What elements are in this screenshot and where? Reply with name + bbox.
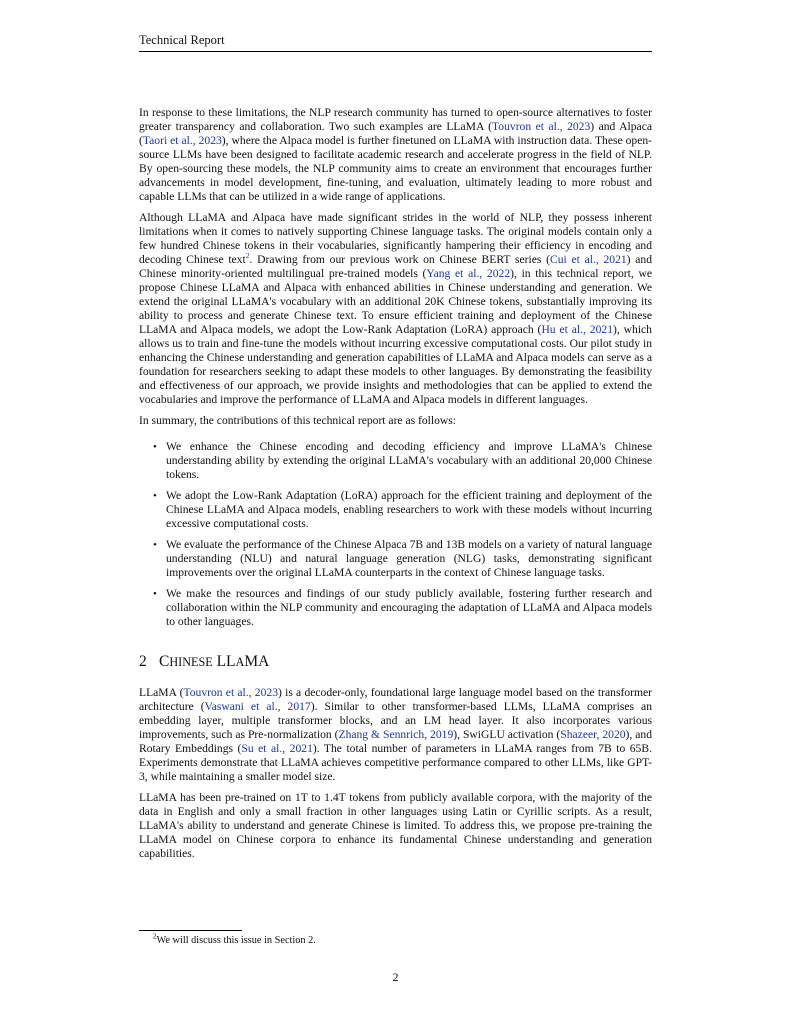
paragraph-pretraining: LLaMA has been pre-trained on 1T to 1.4T tokens from publicly available corpora, with the majority of the data in English and only a small fraction in other languages using Latin or Cyrillic scripts. As a result, LLaMA's ability to understand and generate Chinese is limited. To address this, we propose pre-training the LLaMA model on Chinese corpora to enhance its fundamental Chinese understanding and generation capabilities. [139, 791, 652, 860]
citation-zhang[interactable]: Zhang & Sennrich, 2019 [338, 728, 454, 741]
footnote-mark: 2 [153, 932, 157, 941]
section-heading: 2 CHINESE LLAMA [139, 653, 270, 670]
footnote [153, 934, 316, 947]
list-item: • We evaluate the performance of the Chinese Alpaca 7B and 13B models on a variety of natural language understanding (NLU) and natural language generation (NLG) tasks, demonstrating significant improvements over the original LLaMA counterparts in the context of Chinese language tasks. [166, 538, 652, 580]
paragraph-intro: In response to these limitations, the NLP research community has turned to open-source alternatives to foster greater transparency and collaboration. Two such examples are LLaMA (Touvron et al., 2023) and Alpaca (Taori et al., 2023), where the Alpaca model is further finetuned on LLaMA with instruction data. These open-source LLMs have been designed to facilitate academic research and accelerate progress in the field of NLP. By open-sourcing these models, the NLP community aims to create an environment that encourages further advancements in model development, fine-tuning, and evaluation, ultimately leading to more robust and capable LLMs that can be utilized in a wide range of applications. [139, 106, 652, 203]
citation-yang[interactable]: Yang et al., 2022 [426, 267, 511, 280]
paragraph-summary: In summary, the contributions of this technical report are as follows: [139, 414, 457, 427]
citation-hu[interactable]: Hu et al., 2021 [541, 323, 613, 336]
main-content [139, 106, 652, 868]
citation-touvron[interactable]: Touvron et al., 2023 [492, 120, 591, 133]
citation-vaswani[interactable]: Vaswani et al., 2017 [204, 700, 311, 713]
citation-touvron[interactable]: Touvron et al., 2023 [183, 686, 278, 699]
paragraph-limitations: Although LLaMA and Alpaca have made significant strides in the world of NLP, they possess inherent limitations when it comes to natively supporting Chinese language tasks. The original models contain only a few hundred Chinese tokens in their vocabularies, significantly hampering their efficiency in encoding and decoding Chinese text$^2$. Drawing from our previous work on Chinese BERT series (Cui et al., 2021) and Chinese minority-oriented multilingual pre-trained models (Yang et al., 2022), in this technical report, we propose Chinese LLaMA and Alpaca with enhanced abilities in Chinese understanding and generation. We extend the original LLaMA's vocabulary with an additional 20K Chinese tokens, substantially improving its ability to process and generate Chinese text. To ensure efficient training and deployment of the Chinese LLaMA and Alpaca models, we adopt the Low-Rank Adaptation (LoRA) approach (Hu et al., 2021), which allows us to train and fine-tune the models without incurring excessive computational costs. Our pilot study in enhancing the Chinese understanding and generation capabilities of LLaMA and Alpaca models can serve as a foundation for researchers seeking to adapt these models to other languages. By demonstrating the feasibility and effectiveness of our approach, we provide insights and methodologies that can be applied to extend the vocabularies and improve the performance of LLaMA and Alpaca models in different languages. [139, 211, 653, 406]
list-item: • We enhance the Chinese encoding and decoding efficiency and improve LLaMA's Chinese understanding ability by extending the original LLaMA's vocabulary with an additional 20,000 Chinese tokens. [166, 440, 652, 482]
paragraph-llama: LLaMA (Touvron et al., 2023) is a decoder-only, foundational large language model based on the transformer architecture (Vaswani et al., 2017). Similar to other transformer-based LLMs, LLaMA comprises an embedding layer, multiple transformer blocks, and an LM head layer. It also incorporates various improvements, such as Pre-normalization (Zhang & Sennrich, 2019), SwiGLU activation (Shazeer, 2020), and Rotary Embeddings (Su et al., 2021). The total number of parameters in LLaMA ranges from 7B to 65B. Experiments demonstrate that LLaMA achieves competitive performance compared to other LLMs, like GPT-3, while maintaining a smaller model size. [139, 686, 653, 783]
list-item: • We adopt the Low-Rank Adaptation (LoRA) approach for the efficient training and deployment of the Chinese LLaMA and Alpaca models, enabling researchers to work with these models without incurring excessive computational costs. [166, 489, 652, 531]
footnote-ref[interactable]: 2 [245, 251, 250, 261]
running-header: Technical Report [139, 33, 652, 52]
citation-cui[interactable]: Cui et al., 2021 [549, 253, 627, 266]
citation-shazeer[interactable]: Shazeer, 2020 [560, 728, 626, 741]
citation-su[interactable]: Su et al., 2021 [241, 742, 313, 755]
contributions-list [139, 440, 652, 629]
section-number: 2 [139, 653, 147, 670]
footnote-divider [139, 930, 242, 931]
list-item: • We make the resources and findings of our study publicly available, fostering further research and collaboration within the NLP community and encouraging the adaptation of LLaMA and Alpaca models to other languages. [166, 587, 652, 629]
footnote-text: We will discuss this issue in Section 2. [156, 935, 316, 946]
page-number: 2 [392, 970, 399, 984]
citation-taori[interactable]: Taori et al., 2023 [142, 134, 222, 147]
